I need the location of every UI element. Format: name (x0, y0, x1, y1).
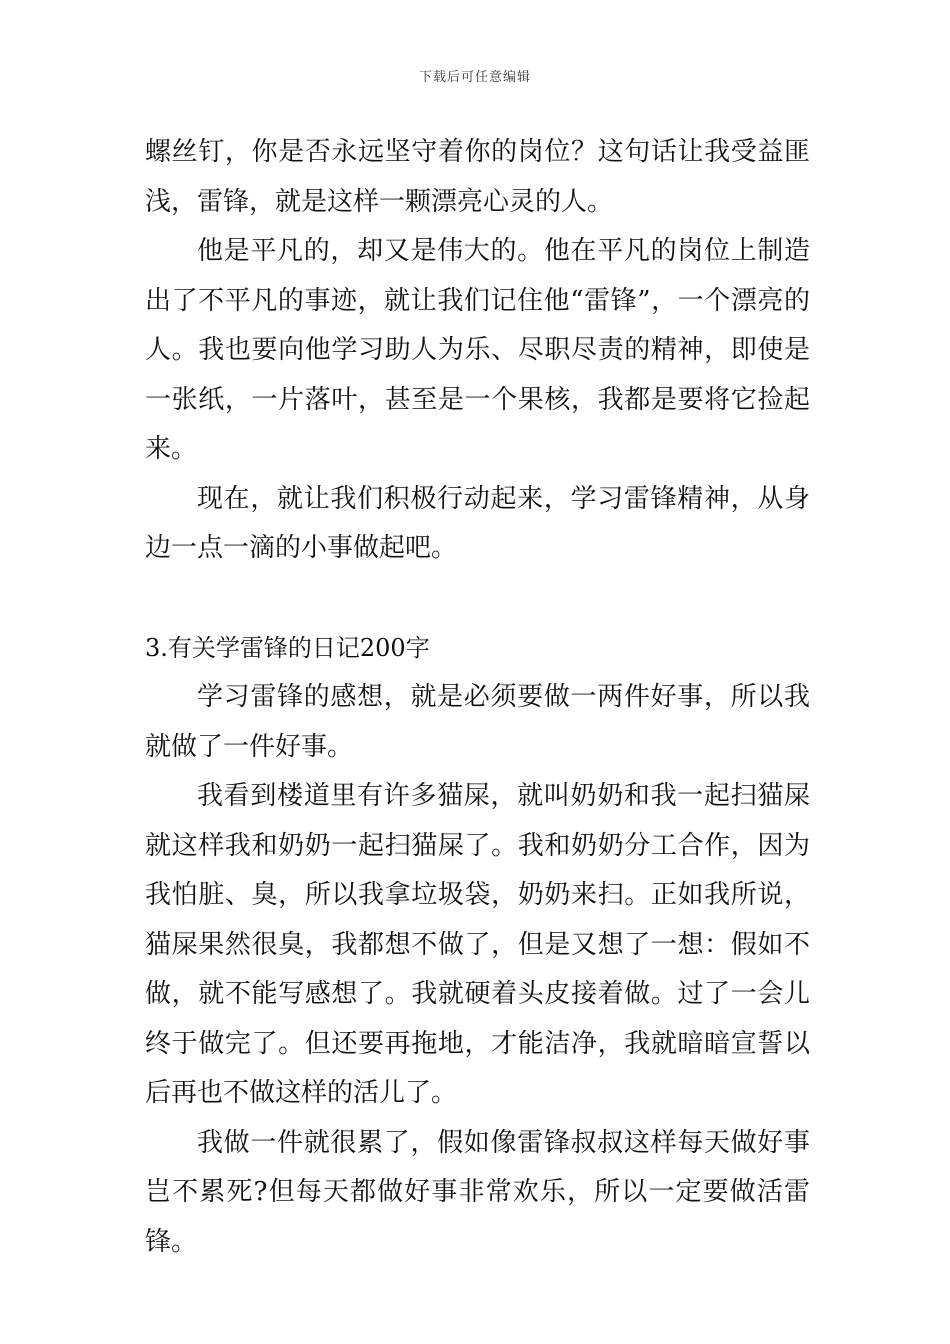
paragraph: 螺丝钉，你是否永远坚守着你的岗位？这句话让我受益匪浅，雷锋，就是这样一颗漂亮心灵的人。 (145, 137, 810, 217)
paragraph: 学习雷锋的感想，就是必须要做一两件好事，所以我就做了一件好事。 (145, 682, 810, 762)
section-heading: 3.有关学雷锋的日记200字 (145, 633, 430, 662)
section-spacer (145, 574, 810, 624)
paragraph: 他是平凡的，却又是伟大的。他在平凡的岗位上制造出了不平凡的事迹，就让我们记住他“雷锋”，一个漂亮的人。我也要向他学习助人为乐、尽职尽责的精神，即使是一张纸，一片落叶，甚至是一个果核，我都是要将它捡起来。 (145, 236, 810, 464)
document-body (145, 128, 810, 1267)
paragraph: 我做一件就很累了，假如像雷锋叔叔这样每天做好事岂不累死?但每天都做好事非常欢乐，所以一定要做活雷锋。 (145, 1127, 810, 1257)
paragraph: 我看到楼道里有许多猫屎，就叫奶奶和我一起扫猫屎就这样我和奶奶一起扫猫屎了。我和奶奶分工合作，因为我怕脏、臭，所以我拿垃圾袋，奶奶来扫。正如我所说，猫屎果然很臭，我都想不做了，但是又想了一想：假如不做，就不能写感想了。我就硬着头皮接着做。过了一会儿终于做完了。但还要再拖地，才能洁净，我就暗暗宣誓以后再也不做这样的活儿了。 (145, 781, 810, 1108)
page-header: 下载后可任意编辑 (418, 70, 531, 85)
paragraph: 现在，就让我们积极行动起来，学习雷锋精神，从身边一点一滴的小事做起吧。 (145, 483, 810, 563)
